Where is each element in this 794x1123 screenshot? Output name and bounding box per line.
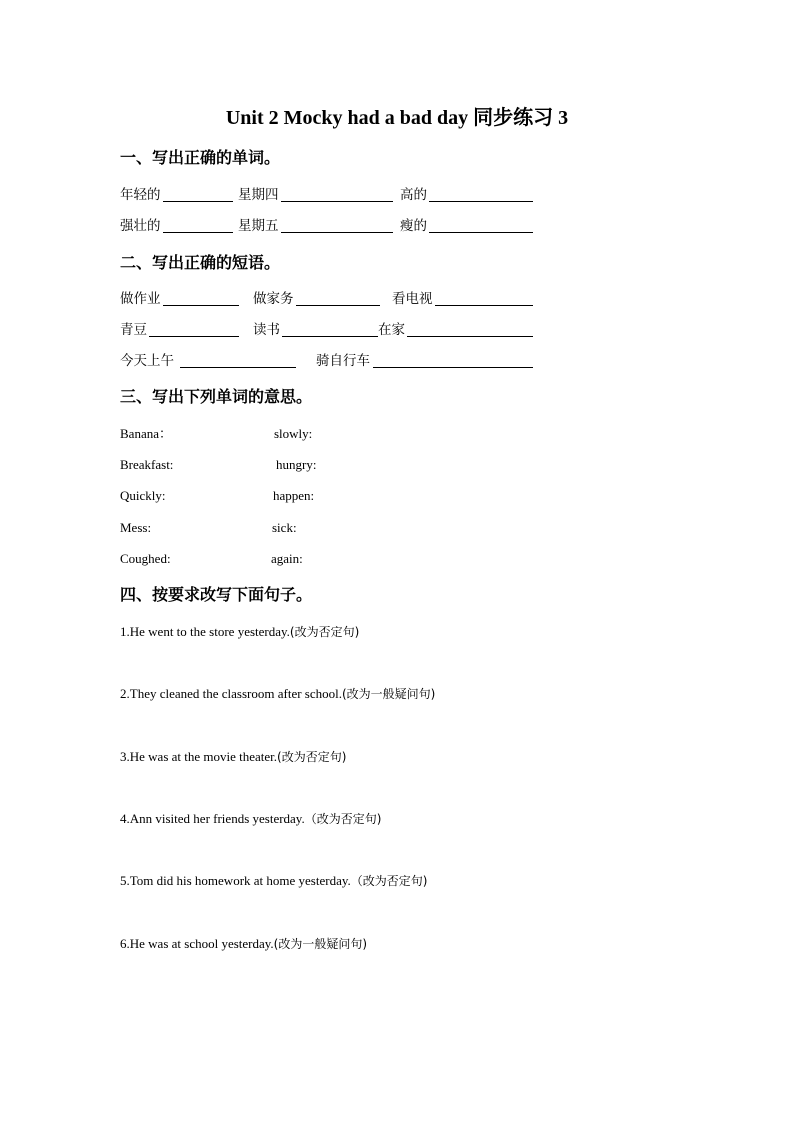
- vocab-right-3: happen:: [273, 488, 315, 503]
- vocab-right-2: hungry:: [276, 457, 317, 472]
- vocab-left-2: Breakfast:: [120, 457, 174, 472]
- vocab-left-3: Quickly:: [120, 488, 166, 503]
- prompt-do-housework: 做家务: [253, 291, 294, 307]
- answer-blank[interactable]: [281, 232, 393, 233]
- answer-blank[interactable]: [435, 305, 533, 306]
- sentence-text: 3.He was at the movie theater.: [120, 749, 278, 764]
- section-1-heading: 一、写出正确的单词。: [120, 148, 281, 167]
- rewrite-item-1: [120, 623, 359, 641]
- prompt-at-home: 在家: [378, 322, 405, 338]
- prompt-watch-tv: 看电视: [392, 291, 433, 307]
- vocab-left-5: Coughed:: [120, 551, 171, 566]
- section-2-heading: 二、写出正确的短语。: [120, 253, 281, 272]
- answer-blank[interactable]: [429, 232, 533, 233]
- instruction-text: (改为一般疑问句): [342, 687, 436, 701]
- rewrite-item-5: [120, 872, 427, 890]
- rewrite-item-6: [120, 935, 367, 953]
- instruction-text: (改为否定句): [289, 625, 360, 639]
- prompt-strong: 强壮的: [120, 218, 161, 234]
- answer-blank[interactable]: [429, 201, 533, 202]
- answer-blank[interactable]: [163, 305, 239, 306]
- instruction-text: (改为否定句): [277, 750, 347, 764]
- prompt-do-homework: 做作业: [120, 291, 161, 307]
- answer-blank[interactable]: [282, 336, 378, 337]
- prompt-this-morning: 今天上午: [120, 353, 174, 369]
- prompt-read-books: 读书: [253, 322, 280, 338]
- answer-blank[interactable]: [373, 367, 533, 368]
- prompt-ride-bike: 骑自行车: [316, 353, 370, 369]
- rewrite-item-4: [120, 810, 381, 828]
- vocab-right-1: slowly:: [274, 426, 313, 441]
- answer-blank[interactable]: [149, 336, 239, 337]
- prompt-green-beans: 青豆: [120, 322, 147, 338]
- answer-blank[interactable]: [296, 305, 380, 306]
- sentence-text: 5.Tom did his homework at home yesterday.: [120, 873, 351, 888]
- instruction-text: （改为否定句): [350, 874, 428, 888]
- answer-blank[interactable]: [163, 201, 233, 202]
- vocab-right-4: sick:: [272, 520, 297, 535]
- prompt-young: 年轻的: [120, 187, 161, 203]
- answer-blank[interactable]: [281, 201, 393, 202]
- instruction-text: (改为一般疑问句): [273, 937, 368, 951]
- sentence-text: 6.He was at school yesterday.: [120, 936, 274, 951]
- answer-blank[interactable]: [407, 336, 533, 337]
- vocab-left-4: Mess:: [120, 520, 152, 535]
- sentence-text: 4.Ann visited her friends yesterday.: [120, 811, 305, 826]
- vocab-right-5: again:: [271, 551, 303, 566]
- page-title: Unit 2 Mocky had a bad day 同步练习 3: [225, 107, 569, 129]
- prompt-thursday: 星期四: [238, 187, 279, 203]
- answer-blank[interactable]: [180, 367, 296, 368]
- prompt-friday: 星期五: [238, 218, 279, 234]
- section-3-heading: 三、写出下列单词的意思。: [120, 387, 313, 406]
- rewrite-item-2: [120, 685, 435, 703]
- vocab-left-1: Banana：: [120, 426, 172, 441]
- sentence-text: 2.They cleaned the classroom after school.: [120, 686, 342, 701]
- rewrite-item-3: [120, 748, 346, 766]
- answer-blank[interactable]: [163, 232, 233, 233]
- prompt-thin: 瘦的: [400, 218, 427, 234]
- instruction-text: （改为否定句): [304, 812, 382, 826]
- sentence-text: 1.He went to the store yesterday.: [120, 624, 290, 639]
- section-4-heading: 四、按要求改写下面句子。: [120, 585, 313, 604]
- prompt-tall: 高的: [400, 187, 427, 203]
